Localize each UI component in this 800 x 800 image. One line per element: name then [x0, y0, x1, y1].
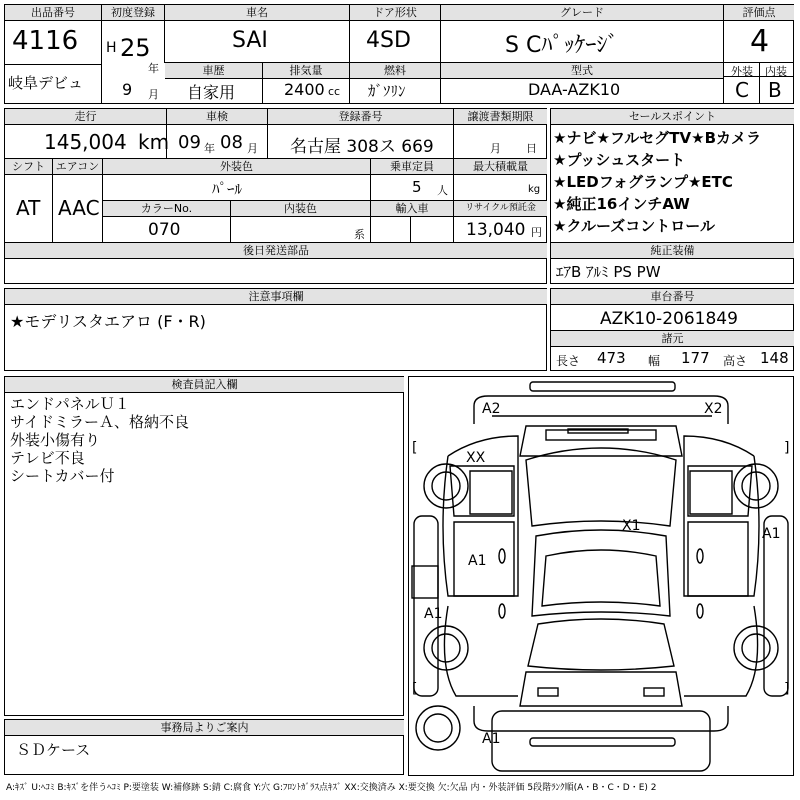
damage-mark: XX [466, 450, 486, 466]
mileage-value: 145,004 [44, 130, 127, 154]
width-value: 177 [681, 349, 710, 367]
damage-mark: A2 [482, 401, 501, 417]
capacity-value: 5 [412, 178, 422, 196]
dims-label: 諸元 [551, 331, 794, 347]
history-value: 自家用 [187, 83, 236, 102]
car-name-label: 車名 [165, 5, 349, 21]
door-type: 4SD [366, 28, 411, 53]
month-unit: 月 [148, 88, 159, 101]
width-label: 幅 [648, 354, 661, 368]
era-letter: H [106, 40, 117, 56]
chassis-value: AZK10-2061849 [600, 309, 738, 329]
equipment-value: ｴｱB ｱﾙﾐ PS PW [556, 263, 661, 281]
bracket: ] [784, 681, 790, 697]
damage-mark: X1 [622, 518, 641, 534]
sales-item: ★ナビ★フルセグTV★Bカメラ [553, 129, 762, 147]
inspector-line: サイドミラーＡ、格納不良 [10, 413, 189, 431]
caution-value: ★モデリスタエアロ (F・R) [10, 312, 206, 331]
damage-mark: A1 [762, 526, 781, 542]
bracket: [ [412, 440, 418, 456]
height-label: 高さ [723, 354, 748, 368]
bracket: ] [784, 440, 790, 456]
fuel-label: 燃料 [350, 63, 440, 79]
sales-item: ★LEDフォグランプ★ETC [553, 173, 733, 191]
recycle-unit: 円 [531, 226, 542, 239]
score-value: 4 [750, 24, 770, 59]
office-value: ＳＤケース [16, 741, 91, 759]
shift-label: シフト [5, 159, 52, 175]
mileage-label: 走行 [5, 109, 166, 125]
sales-item: ★プッシュスタート [553, 151, 686, 169]
transfer-month-unit: 月 [490, 142, 501, 155]
ext-grade: C [735, 78, 749, 102]
damage-mark: A1 [424, 606, 443, 622]
transfer-day-unit: 日 [526, 142, 537, 155]
chassis-label: 車台番号 [551, 289, 794, 305]
color-no-label: カラーNo. [103, 201, 230, 217]
length-label: 長さ [556, 354, 581, 368]
capacity-unit: 人 [437, 184, 448, 197]
int-grade: B [768, 78, 782, 102]
first-reg-year: 25 [120, 34, 151, 62]
history-label: 車歴 [165, 63, 262, 79]
length-value: 473 [597, 349, 626, 367]
height-value: 148 [760, 349, 789, 367]
car-name: SAI [232, 28, 268, 53]
inspector-label: 検査員記入欄 [5, 377, 404, 393]
ac-value: AAC [58, 196, 100, 220]
damage-mark: X2 [704, 401, 723, 417]
inspection-label: 車検 [167, 109, 267, 125]
model-label: 型式 [441, 63, 723, 79]
damage-mark: A1 [468, 553, 487, 569]
door-label: ドア形状 [350, 5, 440, 21]
reg-number: 名古屋 308ス 669 [290, 137, 434, 157]
grade-label: グレード [441, 5, 723, 21]
ext-color-label: 外装色 [103, 159, 370, 175]
first-reg-month: 9 [122, 80, 133, 99]
insp-year-unit: 年 [204, 142, 215, 155]
color-no-value: 070 [148, 220, 181, 240]
fuel-value: ｶﾞｿﾘﾝ [368, 82, 406, 100]
legend-text: A:ｷｽﾞ U:ﾍｺﾐ B:ｷｽﾞを伴うﾍｺﾐ P:要塗装 W:補修跡 S:錆 C:腐食 Y:穴 G:ﾌﾛﾝﾄｶﾞﾗｽ点ｷｽﾞ XX:交換済み X:要交換 欠:欠品 内・外装評価 5段階ﾗﾝｸ順(A・B・C・D・E) 2 [6, 783, 657, 793]
inspector-line: シートカバー付 [10, 467, 115, 485]
inspector-line: エンドパネルＵ１ [10, 395, 130, 413]
int-color-unit: 系 [354, 228, 365, 241]
mileage-unit: km [138, 130, 170, 154]
recycle-value: 13,040 [466, 220, 526, 240]
int-label: 内装 [765, 65, 787, 78]
grade-value: S Cﾊﾟｯｹｰｼﾞ [505, 33, 619, 58]
lot-label: 出品番号 [5, 5, 101, 21]
car-diagram [408, 376, 794, 776]
model-value: DAA-AZK10 [528, 80, 621, 99]
shift-value: AT [16, 196, 41, 220]
ac-label: エアコン [53, 159, 102, 175]
sales-list [553, 127, 761, 237]
office-label: 事務局よりご案内 [5, 720, 404, 736]
transfer-label: 譲渡書類期限 [454, 109, 547, 125]
displacement-label: 排気量 [263, 63, 349, 79]
insp-year: 09 [178, 132, 201, 153]
displacement-unit: cc [328, 85, 341, 98]
insp-month: 08 [220, 132, 243, 153]
insp-month-unit: 月 [247, 142, 258, 155]
sales-item: ★クルーズコントロール [553, 217, 715, 235]
int-color-label: 内装色 [231, 201, 370, 217]
inspector-notes [10, 395, 189, 485]
bracket: [ [412, 681, 418, 697]
caution-label: 注意事項欄 [5, 289, 547, 305]
score-label: 評価点 [724, 5, 794, 21]
inspector-line: テレビ不良 [10, 449, 85, 467]
ext-label: 外装 [731, 65, 753, 78]
first-reg-label: 初度登録 [102, 5, 164, 21]
capacity-label: 乗車定員 [371, 159, 453, 175]
load-unit: kg [528, 184, 541, 195]
sales-item: ★純正16インチAW [553, 195, 690, 213]
reg-label: 登録番号 [268, 109, 453, 125]
debut-text: 岐阜デビュ [8, 74, 84, 92]
lot-number: 4116 [12, 26, 79, 56]
import-label: 輸入車 [371, 201, 453, 217]
recycle-label: リサイクル預託金 [454, 201, 547, 217]
ext-color-value: ﾊﾟｰﾙ [212, 180, 243, 198]
equipment-label: 純正装備 [551, 243, 794, 259]
displacement-value: 2400 [284, 80, 325, 99]
year-unit: 年 [148, 62, 159, 75]
later-parts-label: 後日発送部品 [5, 243, 547, 259]
inspector-line: 外装小傷有り [10, 431, 101, 449]
damage-mark: A1 [482, 731, 501, 747]
load-label: 最大積載量 [454, 159, 547, 175]
sales-label: セールスポイント [551, 109, 794, 125]
